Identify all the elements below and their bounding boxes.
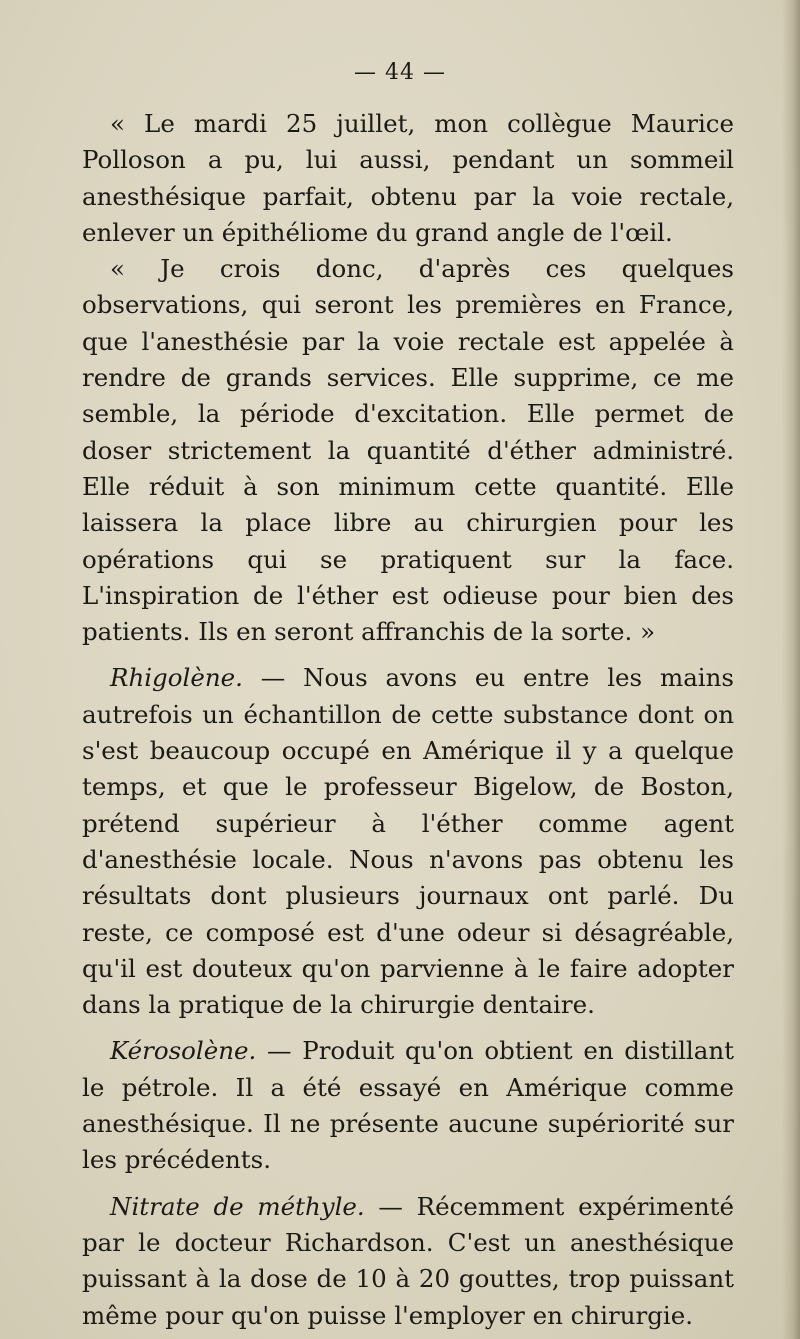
entry-text: — Produit qu'on obtient en distillant le pétrole. Il a été essayé en Amérique comme anesthésique. Il ne présente aucune supériorité sur les précédents. (82, 1036, 734, 1175)
entry-nitrate-de-methyle (82, 1189, 734, 1334)
quote-paragraph-2: « Je crois donc, d'après ces quelques observations, qui seront les premières en France, que l'anesthésie par la voie rectale est appelée à rendre de grands services. Elle supprime, ce me semble, la période d'excitation. Elle permet de doser strictement la quantité d'éther administré. Elle réduit à son minimum cette quantité. Elle laissera la place libre au chirurgien pour les opérations qui se pratiquent sur la face. L'inspiration de l'éther est odieuse pour bien des patients. Ils en seront affranchis de la sorte. » (82, 254, 734, 647)
entry-text: — Nous avons eu entre les mains autrefois un échantillon de cette substance dont on s'est beaucoup occupé en Amérique il y a quelque temps, et que le professeur Bigelow, de Boston, prétend supérieur à l'éther comme agent d'anesthésie locale. Nous n'avons pas obtenu les résultats dont plusieurs journaux ont parlé. Du reste, ce composé est d'une odeur si désagréable, qu'il est douteux qu'on parvienne à le faire adopter dans la pratique de la chirurgie dentaire. (82, 663, 734, 1020)
page-body (82, 106, 734, 1334)
entry-kerosolene (82, 1033, 734, 1178)
entry-term: Nitrate de méthyle. (110, 1191, 365, 1221)
entry-text: — Récemment expérimenté par le docteur Richardson. C'est un anesthésique puissant à la dose de 10 à 20 gouttes, trop puissant même pour qu'on puisse l'employer en chirurgie. (82, 1191, 734, 1330)
entry-term: Rhigolène. (110, 663, 243, 693)
page-edge-shadow (782, 0, 800, 1339)
page-number: — 44 — (354, 60, 446, 85)
entry-rhigolene (82, 660, 734, 1023)
entry-term: Kérosolène. (110, 1036, 257, 1066)
quote-paragraph-1: « Le mardi 25 juillet, mon collègue Maurice Polloson a pu, lui aussi, pendant un sommeil anesthésique parfait, obtenu par la voie rectale, enlever un épithéliome du grand angle de l'œil. (82, 109, 734, 247)
